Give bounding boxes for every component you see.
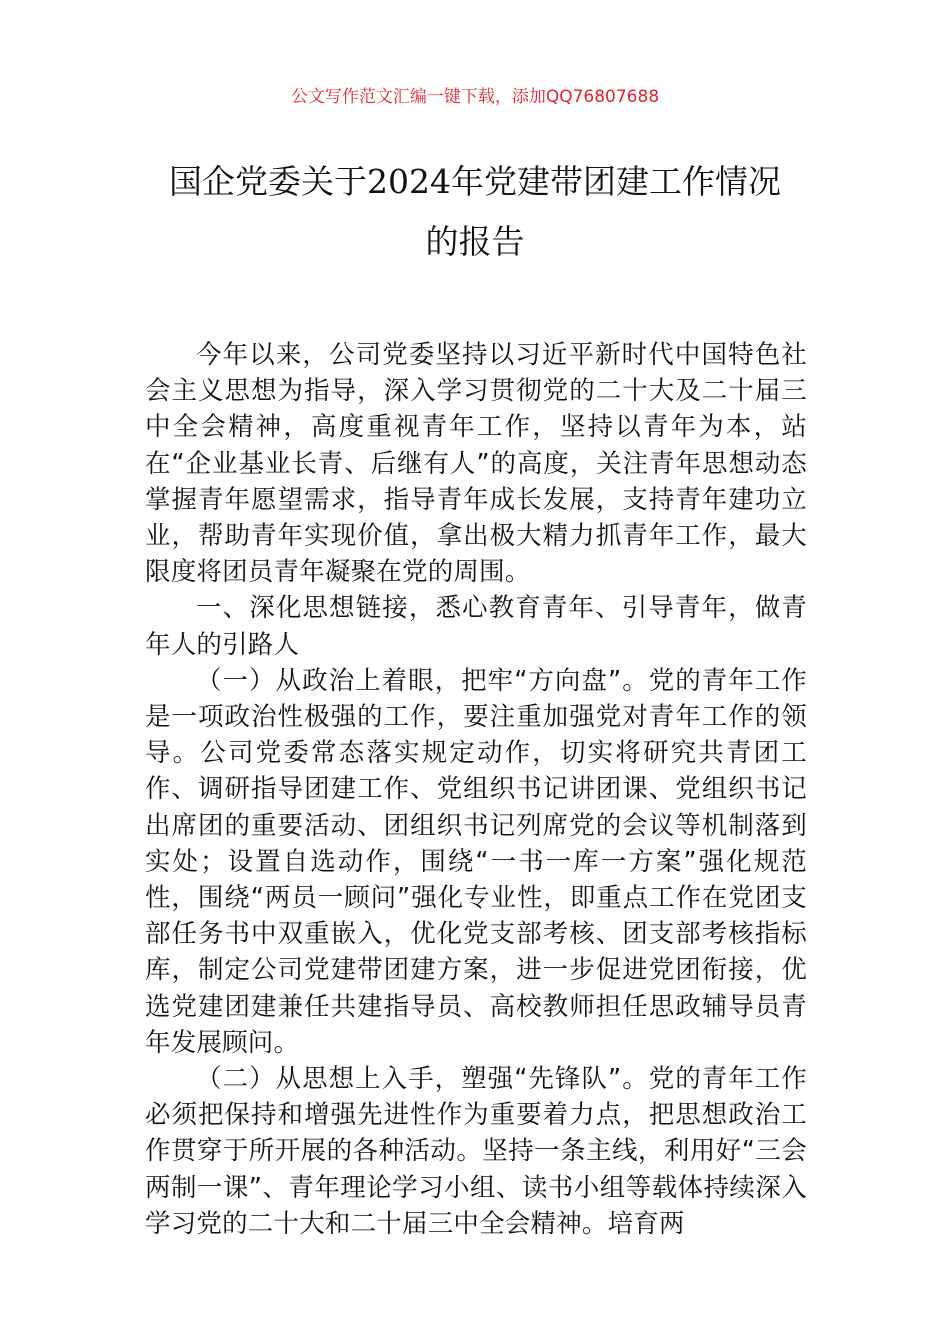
- subsection-paragraph-2: （二）从思想上入手，塑强“先锋队”。党的青年工作必须把保持和增强先进性作为重要着力点，把思想政治工作贯穿于所开展的各种活动。坚持一条主线，利用好“三会两制一课”、青年理论学习小组、读书小组等载体持续深入学习党的二十大和二十届三中全会精神。培育两: [145, 1064, 807, 1239]
- title-line-2: 的报告: [425, 222, 525, 261]
- subsection-paragraph-1: （一）从政治上着眼，把牢“方向盘”。党的青年工作是一项政治性极强的工作，要注重加强党对青年工作的领导。公司党委常态落实规定动作，切实将研究共青团工作、调研指导团建工作、党组织书记讲团课、党组织书记出席团的重要活动、团组织书记列席党的会议等机制落到实处；设置自选动作，围绕“一书一库一方案”强化规范性，围绕“两员一顾问”强化专业性，即重点工作在党团支部任务书中双重嵌入，优化党支部考核、团支部考核指标库，制定公司党建带团建方案，进一步促进党团衔接，优选党建团建兼任共建指导员、高校教师担任思政辅导员青年发展顾问。: [145, 665, 807, 1058]
- section-heading-1: 一、深化思想链接，悉心教育青年、引导青年，做青年人的引路人: [145, 593, 807, 660]
- title-line-1: 国企党委关于2024年党建带团建工作情况: [169, 162, 781, 201]
- document-body: [145, 337, 807, 1242]
- download-banner: 公文写作范文汇编一键下载，添加QQ76807688: [290, 87, 660, 107]
- intro-paragraph: 今年以来，公司党委坚持以习近平新时代中国特色社会主义思想为指导，深入学习贯彻党的二十大及二十届三中全会精神，高度重视青年工作，坚持以青年为本，站在“企业基业长青、后继有人”的高度，关注青年思想动态掌握青年愿望需求，指导青年成长发展，支持青年建功立业，帮助青年实现价值，拿出极大精力抓青年工作，最大限度将团员青年凝聚在党的周围。: [145, 340, 807, 588]
- document-title: [120, 152, 830, 272]
